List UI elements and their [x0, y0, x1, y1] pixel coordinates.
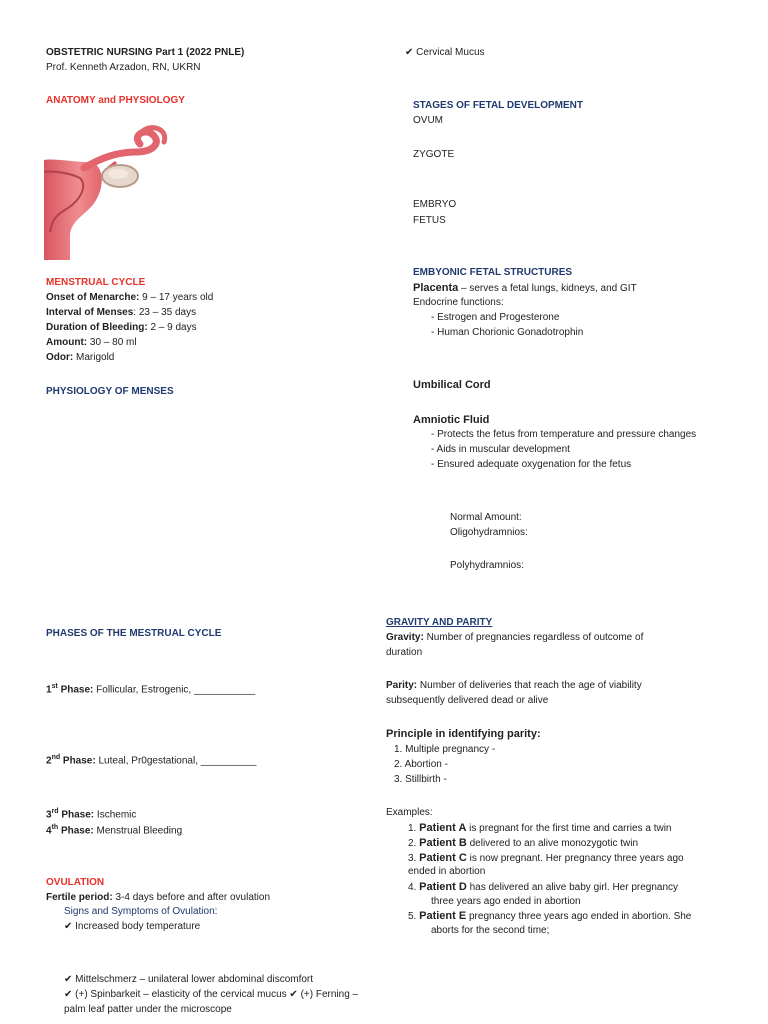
umbilical-cord: Umbilical Cord — [413, 379, 491, 391]
polyhydramnios: Polyhydramnios: — [450, 560, 524, 571]
normal-amount: Normal Amount: — [450, 512, 522, 523]
menarche-line: Onset of Menarche: 9 – 17 years old — [46, 292, 214, 303]
structures-heading: EMBYONIC FETAL STRUCTURES — [413, 267, 573, 278]
principle-heading: Principle in identifying parity: — [386, 728, 541, 740]
amniotic-item: - Protects the fetus from temperature and pressure changes — [431, 429, 697, 440]
odor-line: Odor: Marigold — [46, 352, 115, 363]
stage-zygote: ZYGOTE — [413, 149, 455, 160]
gravity-line-cont: duration — [386, 647, 423, 658]
example-item-cont: ended in abortion — [408, 866, 486, 877]
stage-fetus: FETUS — [413, 215, 446, 226]
phase-3: 3rd Phase: Ischemic — [46, 808, 137, 821]
principle-item: 3. Stillbirth - — [394, 774, 447, 785]
gravity-heading: GRAVITY AND PARITY — [386, 617, 493, 628]
ovulation-heading: OVULATION — [46, 877, 105, 888]
example-item: 2. Patient B delivered to an alive monozygotic twin — [408, 837, 639, 849]
physiology-heading: PHYSIOLOGY OF MENSES — [46, 386, 174, 397]
placenta-line: Placenta – serves a fetal lungs, kidneys, and GIT — [413, 282, 637, 294]
examples-heading: Examples: — [386, 807, 433, 818]
stage-ovum: OVUM — [413, 115, 443, 126]
duration-line: Duration of Bleeding: 2 – 9 days — [46, 322, 197, 333]
sign-cervical-mucus: ✔ Cervical Mucus — [405, 47, 485, 58]
oligohydramnios: Oligohydramnios: — [450, 527, 528, 538]
gravity-line: Gravity: Number of pregnancies regardless of outcome of — [386, 632, 644, 643]
amniotic-fluid: Amniotic Fluid — [413, 414, 490, 426]
document-title: OBSTETRIC NURSING Part 1 (2022 PNLE) — [46, 47, 245, 58]
example-item-cont: three years ago ended in abortion — [431, 896, 581, 907]
signs-heading: Signs and Symptoms of Ovulation: — [64, 906, 218, 917]
parity-line: Parity: Number of deliveries that reach the age of viability — [386, 680, 642, 691]
example-item: 4. Patient D has delivered an alive baby girl. Her pregnancy — [408, 881, 679, 893]
phase-2: 2nd Phase: Luteal, Pr0gestational, __________ — [46, 754, 257, 767]
amniotic-item: - Aids in muscular development — [431, 444, 570, 455]
fetal-heading: STAGES OF FETAL DEVELOPMENT — [413, 100, 584, 111]
example-item: 3. Patient C is now pregnant. Her pregnancy three years ago — [408, 852, 684, 864]
sign-ferning: palm leaf patter under the microscope — [64, 1004, 232, 1015]
endocrine-item: - Human Chorionic Gonadotrophin — [431, 327, 584, 338]
example-item-cont: aborts for the second time; — [431, 925, 550, 936]
endocrine-label: Endocrine functions: — [413, 297, 504, 308]
anatomy-heading: ANATOMY and PHYSIOLOGY — [46, 95, 185, 106]
interval-line: Interval of Menses: 23 – 35 days — [46, 307, 197, 318]
sign-body-temperature: ✔ Increased body temperature — [64, 921, 201, 932]
amount-line: Amount: 30 – 80 ml — [46, 337, 137, 348]
sign-spinbarkeit: ✔ (+) Spinbarkeit – elasticity of the cervical mucus ✔ (+) Ferning – — [64, 989, 359, 1000]
parity-line-cont: subsequently delivered dead or alive — [386, 695, 549, 706]
phases-heading: PHASES OF THE MESTRUAL CYCLE — [46, 628, 222, 639]
uterus-illustration — [44, 122, 172, 262]
example-item: 1. Patient A is pregnant for the first time and carries a twin — [408, 822, 672, 834]
principle-item: 1. Multiple pregnancy - — [394, 744, 496, 755]
principle-item: 2. Abortion - — [394, 759, 448, 770]
example-item: 5. Patient E pregnancy three years ago ended in abortion. She — [408, 910, 692, 922]
author-line: Prof. Kenneth Arzadon, RN, UKRN — [46, 62, 201, 73]
menstrual-heading: MENSTRUAL CYCLE — [46, 277, 146, 288]
sign-mittelschmerz: ✔ Mittelschmerz – unilateral lower abdominal discomfort — [64, 974, 314, 985]
endocrine-item: - Estrogen and Progesterone — [431, 312, 560, 323]
fertile-period: Fertile period: 3-4 days before and after ovulation — [46, 892, 271, 903]
stage-embryo: EMBRYO — [413, 199, 457, 210]
phase-4: 4th Phase: Menstrual Bleeding — [46, 824, 183, 837]
phase-1: 1st Phase: Follicular, Estrogenic, ___________ — [46, 683, 256, 696]
amniotic-item: - Ensured adequate oxygenation for the fetus — [431, 459, 632, 470]
